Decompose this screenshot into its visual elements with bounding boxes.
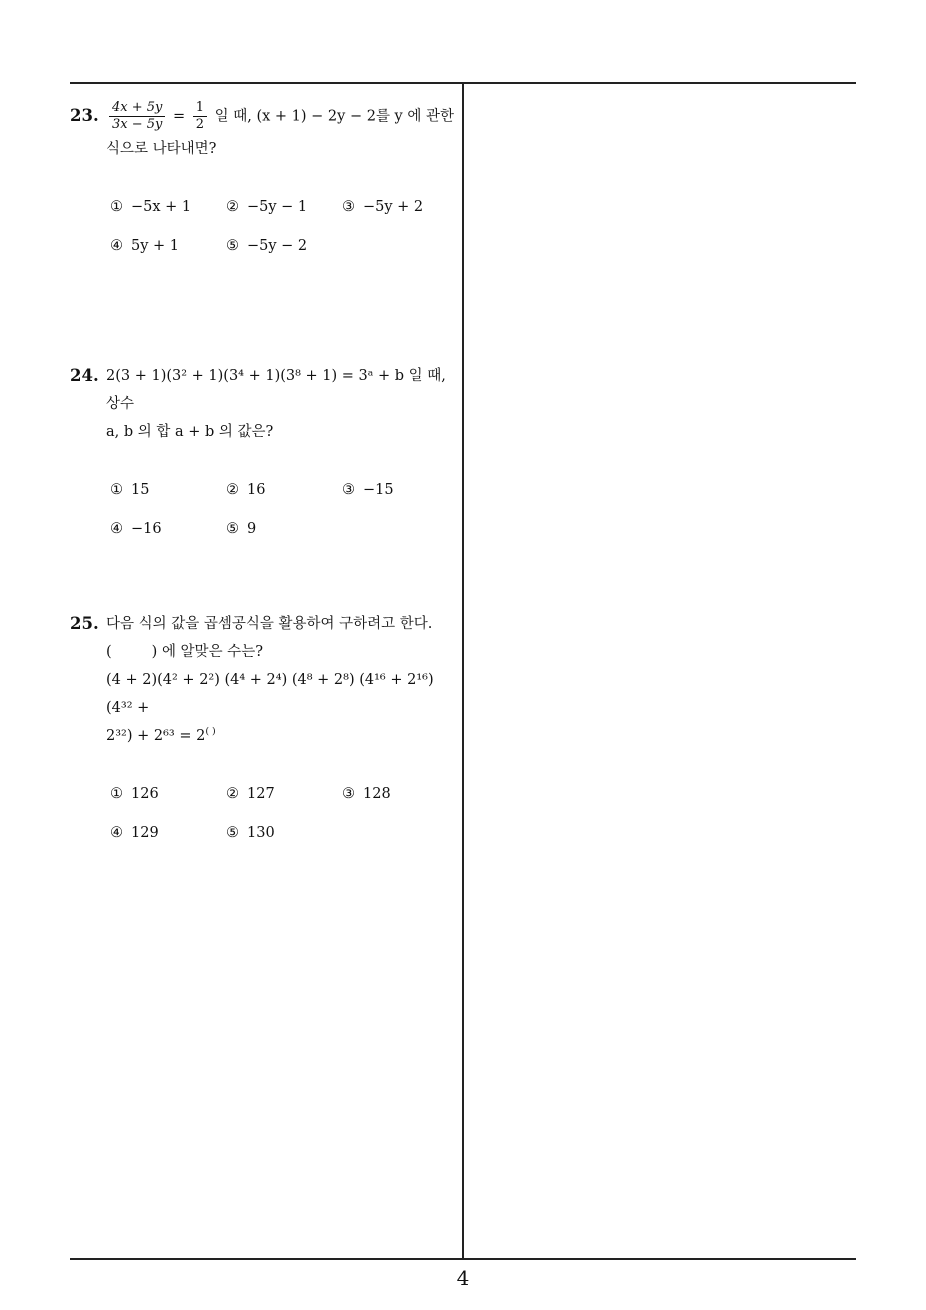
question-stem [106, 100, 458, 163]
choice-marker: ② [226, 199, 239, 215]
choice-marker: ① [110, 786, 123, 802]
choice-list [110, 476, 458, 554]
question-24 [70, 362, 458, 554]
choice-marker: ④ [110, 521, 123, 537]
fraction-right [193, 100, 207, 133]
choice-2[interactable] [226, 476, 265, 504]
choice-text: 128 [363, 786, 391, 802]
choice-1[interactable] [110, 193, 191, 221]
choice-marker: ② [226, 482, 239, 498]
choice-5[interactable] [226, 232, 307, 260]
question-stem [106, 362, 458, 446]
choice-4[interactable] [110, 515, 162, 543]
choice-3[interactable] [342, 193, 423, 221]
question-23 [70, 100, 458, 271]
choice-text: 130 [247, 825, 275, 841]
choice-text: −5y + 2 [363, 199, 424, 215]
choice-4[interactable] [110, 232, 179, 260]
question-text-line2 [106, 638, 458, 666]
choice-text: −5y − 2 [247, 238, 308, 254]
choice-list [110, 193, 458, 271]
page-number: 4 [456, 1266, 470, 1290]
choice-text: −16 [131, 521, 162, 537]
equals-sign: = [172, 108, 186, 125]
choice-2[interactable] [226, 193, 307, 221]
choice-3[interactable] [342, 476, 394, 504]
blank-open-paren: ( [106, 644, 112, 660]
fraction-left [109, 100, 165, 133]
choice-marker: ① [110, 199, 123, 215]
question-text: ) 에 알맞은 수는? [151, 644, 263, 660]
expression-line1: (4 + 2)(4² + 2²) (4⁴ + 2⁴) (4⁸ + 2⁸) (4¹⁶ + 2¹⁶) (4³² + [106, 672, 434, 716]
choice-2[interactable] [226, 780, 275, 808]
choice-text: 16 [247, 482, 266, 498]
choice-marker: ④ [110, 825, 123, 841]
choice-marker: ③ [342, 199, 355, 215]
question-text: 일 때, (x + 1) − 2y − 2를 y 에 관한 [214, 108, 454, 125]
choice-5[interactable] [226, 515, 256, 543]
choice-1[interactable] [110, 476, 149, 504]
choice-text: −5y − 1 [247, 199, 308, 215]
fraction-numerator: 1 [193, 100, 207, 117]
choice-text: 129 [131, 825, 159, 841]
choice-marker: ⑤ [226, 825, 239, 841]
choice-text: 127 [247, 786, 275, 802]
question-number: 23. [70, 106, 99, 125]
choice-text: 9 [247, 521, 257, 537]
choice-text: 126 [131, 786, 159, 802]
choice-1[interactable] [110, 780, 159, 808]
expression-line2 [106, 722, 458, 750]
choice-text: −15 [363, 482, 394, 498]
choice-marker: ③ [342, 482, 355, 498]
question-25 [70, 610, 458, 858]
question-text-line2: 식으로 나타내면? [106, 141, 217, 157]
question-text-line1: 2(3 + 1)(3² + 1)(3⁴ + 1)(3⁸ + 1) = 3ᵃ + b 일 때, 상수 [106, 368, 446, 412]
choice-3[interactable] [342, 780, 391, 808]
choice-4[interactable] [110, 819, 159, 847]
choice-text: −5x + 1 [131, 199, 192, 215]
choice-marker: ② [226, 786, 239, 802]
question-stem [106, 610, 458, 750]
question-number: 25. [70, 614, 99, 633]
fraction-denominator: 3x − 5y [112, 117, 163, 132]
bottom-rule [70, 1258, 856, 1260]
choice-marker: ④ [110, 238, 123, 254]
choice-text: 5y + 1 [131, 238, 180, 254]
question-text-line1: 다음 식의 값을 곱셈공식을 활용하여 구하려고 한다. [106, 616, 433, 632]
choice-marker: ① [110, 482, 123, 498]
fraction-denominator: 2 [195, 117, 205, 132]
question-number: 24. [70, 366, 99, 385]
choice-text: 15 [131, 482, 150, 498]
exponent-blank: ( ) [205, 726, 216, 738]
question-text-line2: a, b 의 합 a + b 의 값은? [106, 424, 274, 440]
choice-list [110, 780, 458, 858]
expression-text: 2³²) + 2⁶³ = 2 [106, 728, 206, 744]
column-divider [462, 82, 464, 1259]
choice-marker: ⑤ [226, 521, 239, 537]
fraction-numerator: 4x + 5y [109, 100, 165, 117]
choice-5[interactable] [226, 819, 275, 847]
choice-marker: ⑤ [226, 238, 239, 254]
choice-marker: ③ [342, 786, 355, 802]
